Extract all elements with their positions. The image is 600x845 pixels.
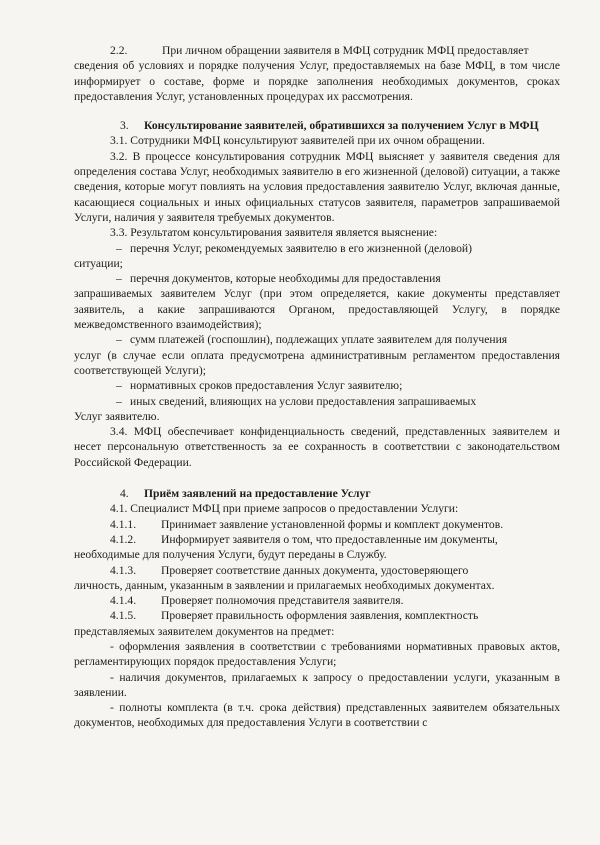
paragraph-4-1-1 bbox=[74, 517, 560, 532]
paragraph-4-1-2 bbox=[74, 532, 560, 547]
paragraph-text: Принимает заявление установленной формы и комплект документов. bbox=[161, 517, 504, 531]
item-number: 4.1.4. bbox=[110, 594, 137, 608]
dash-marker: – bbox=[116, 379, 122, 393]
list-item-continuation: запрашиваемых заявителем Услуг (при этом определяется, какие документы представляет заявитель, а какие запрашиваются Органом, предоставляющей Услугу, в порядке межведомственного взаимодействия); bbox=[74, 287, 560, 332]
dash-marker: – bbox=[116, 394, 122, 408]
item-number: 4.1.5. bbox=[110, 609, 137, 623]
item-number: 4.1.2. bbox=[110, 532, 137, 546]
paragraph-text: Информирует заявителя о том, что предоставленные им документы, bbox=[161, 532, 498, 546]
list-item-continuation: услуг (в случае если оплата предусмотрена административным регламентом предоставления соответствующей Услуги); bbox=[74, 348, 560, 377]
list-item-text: перечня Услуг, рекомендуемых заявителю в его жизненной (деловой) bbox=[130, 241, 472, 255]
paragraph-3-1: 3.1. Сотрудники МФЦ консультируют заявителей при их очном обращении. bbox=[110, 134, 485, 148]
list-item-text: перечня документов, которые необходимы для предоставления bbox=[130, 272, 441, 286]
item-number: 4.1.1. bbox=[110, 517, 137, 531]
paragraph-4-1-3 bbox=[74, 563, 560, 578]
paragraph-continuation: представляемых заявителем документов на предмет: bbox=[74, 624, 335, 638]
paragraph-text: Проверяет полномочия представителя заявителя. bbox=[161, 594, 404, 608]
paragraph-3-2: 3.2. В процессе консультирования сотрудник МФЦ выясняет у заявителя сведения для определения состава Услуг, необходимых заявителю в его жизненной (деловой) ситуации, а также сведения, которые могут повлиять на условия предоставления заявителю Услуг, включая данные, касающиеся социальных и иных официальных статусов заявителя, параметров запрашиваемой Услуги, наличия у заявителя требуемых документов. bbox=[74, 149, 560, 224]
section-4-heading bbox=[74, 486, 560, 501]
paragraph-continuation: личность, данным, указанным в заявлении и прилагаемых необходимых документах. bbox=[74, 578, 495, 592]
paragraph-3-3: 3.3. Результатом консультирования заявителя является выяснение: bbox=[110, 226, 438, 240]
list-item bbox=[74, 241, 560, 256]
list-item bbox=[74, 378, 560, 393]
list-item-text: нормативных сроков предоставления Услуг заявителю; bbox=[130, 379, 403, 393]
item-number: 4.1.3. bbox=[110, 563, 137, 577]
paragraph-text: сведения об условиях и порядке получения Услуг, предоставляемых на базе МФЦ, в том числе информирует о составе, форме и порядке заполнения необходимых документов, сроках предоставления Услуг, установленных процедурах их рассмотрения. bbox=[74, 59, 560, 103]
paragraph-text: При личном обращении заявителя в МФЦ сотрудник МФЦ предоставляет bbox=[162, 44, 529, 57]
dash-marker: – bbox=[116, 241, 122, 255]
section-number: 4. bbox=[120, 487, 129, 501]
criteria-item: - полноты комплекта (в т.ч. срока действия) представленных заявителем обязательных документов, необходимых для предоставления Услуги в соответствии с bbox=[74, 701, 560, 730]
list-item bbox=[74, 271, 560, 286]
list-item bbox=[74, 332, 560, 347]
paragraph-text: Проверяет правильность оформления заявления, комплектность bbox=[161, 609, 479, 623]
paragraph-4-1-5 bbox=[74, 608, 560, 623]
paragraph-continuation: необходимые для получения Услуги, будут переданы в Службу. bbox=[74, 548, 387, 562]
section-3-heading bbox=[74, 118, 560, 133]
list-item-continuation: Услуг заявителю. bbox=[74, 409, 160, 423]
section-number: 3. bbox=[120, 119, 129, 133]
dash-marker: – bbox=[116, 333, 122, 347]
list-item-text: иных сведений, влияющих на услови предоставления запрашиваемых bbox=[130, 394, 477, 408]
paragraph-2-2 bbox=[74, 43, 560, 58]
section-title: Консультирование заявителей, обратившихся за получением Услуг в МФЦ bbox=[144, 119, 539, 133]
list-item-continuation: ситуации; bbox=[74, 256, 123, 270]
paragraph-4-1: 4.1. Специалист МФЦ при приеме запросов о предоставлении Услуги: bbox=[110, 502, 459, 516]
criteria-item: - наличия документов, прилагаемых к запросу о предоставлении услуги, указанным в заявлении. bbox=[74, 670, 560, 699]
list-item bbox=[74, 394, 560, 409]
paragraph-text: Проверяет соответствие данных документа, удостоверяющего bbox=[161, 563, 469, 577]
list-item-text: сумм платежей (госпошлин), подлежащих уплате заявителем для получения bbox=[130, 333, 508, 347]
paragraph-3-4: 3.4. МФЦ обеспечивает конфиденциальность сведений, представленных заявителем и несет персональную ответственность за ее сохранность в соответствии с законодательством Российской Федерации. bbox=[74, 425, 560, 469]
section-title: Приём заявлений на предоставление Услуг bbox=[144, 487, 371, 501]
criteria-item: - оформления заявления в соответствии с требованиями нормативных правовых актов, регламентирующих порядок предоставления Услуги; bbox=[74, 639, 560, 669]
paragraph-4-1-4 bbox=[74, 593, 560, 608]
item-number: 2.2. bbox=[110, 44, 128, 57]
dash-marker: – bbox=[116, 272, 122, 286]
